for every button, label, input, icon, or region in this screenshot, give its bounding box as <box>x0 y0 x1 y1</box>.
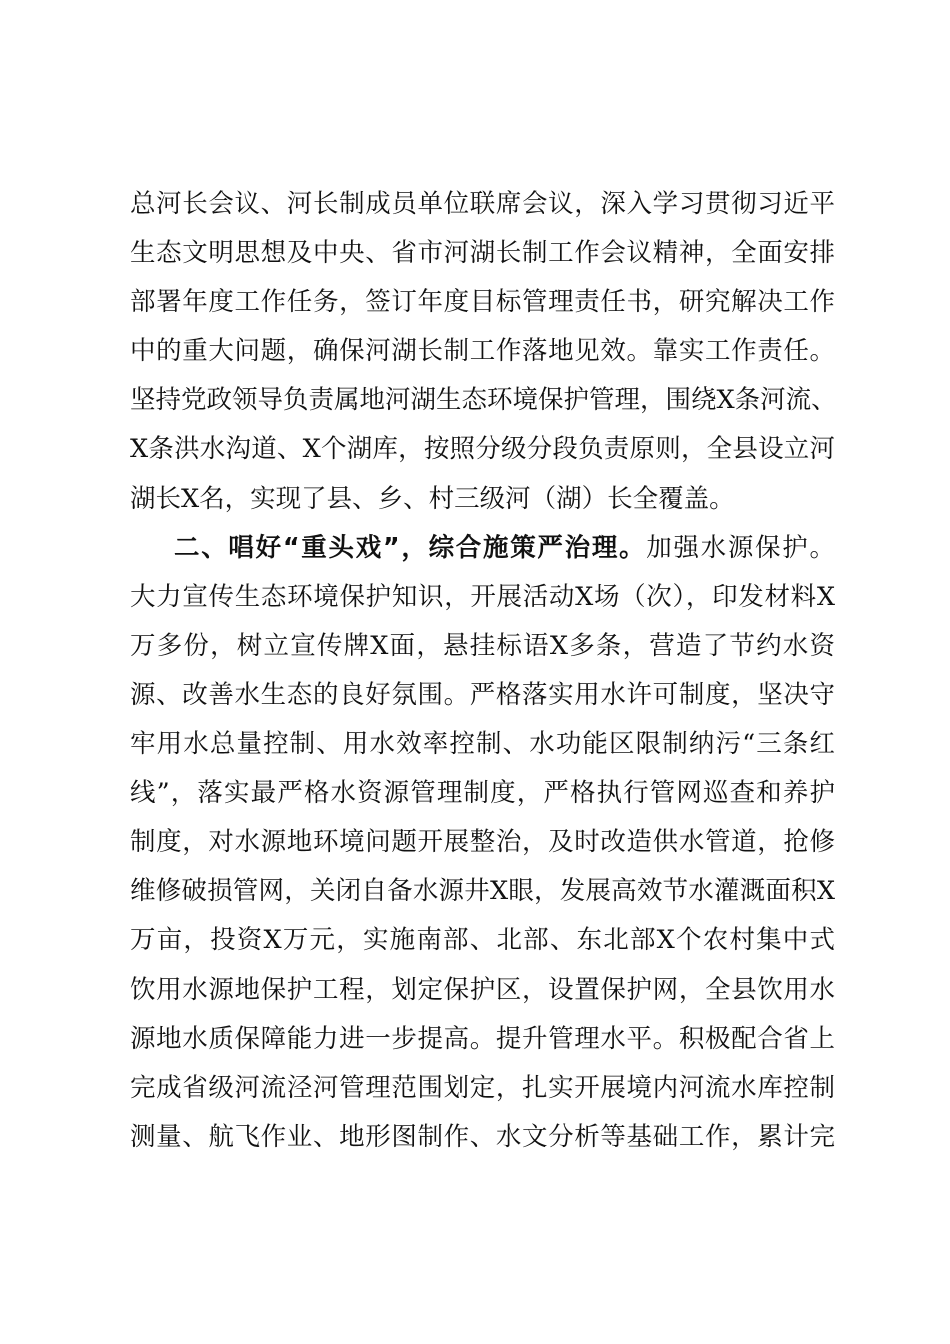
section-2-line-4: 牢用水总量控制、用水效率控制、水功能区限制纳污“三条红 <box>130 729 835 760</box>
section-2-line-5: 线”，落实最严格水资源管理制度，严格执行管网巡查和养护 <box>130 778 835 809</box>
section-2-line-8: 万亩，投资X万元，实施南部、北部、东北部X个农村集中式 <box>130 925 835 956</box>
section-2-line-3: 源、改善水生态的良好氛围。严格落实用水许可制度，坚决守 <box>130 679 835 710</box>
text-line-3: 部署年度工作任务，签订年度目标管理责任书，研究解决工作 <box>130 287 835 318</box>
section-2-line-12: 测量、航飞作业、地形图制作、水文分析等基础工作，累计完 <box>130 1121 835 1152</box>
section-2-line-10: 源地水质保障能力进一步提高。提升管理水平。积极配合省上 <box>130 1023 835 1054</box>
body-text <box>130 180 835 1162</box>
section-2-line-7: 维修破损管网，关闭自备水源井X眼，发展高效节水灌溉面积X <box>130 876 835 907</box>
section-2-heading: 二、唱好“重头戏”，综合施策严治理。 <box>174 532 647 563</box>
section-2-line-1: 大力宣传生态环境保护知识，开展活动X场（次），印发材料X <box>130 581 835 612</box>
text-line-5: 坚持党政领导负责属地河湖生态环境保护管理，围绕X条河流、 <box>130 385 837 416</box>
text-line-6: X条洪水沟道、X个湖库，按照分级分段负责原则，全县设立河 <box>130 434 835 465</box>
section-2-first-line-rest: 加强水源保护。 <box>646 532 835 563</box>
section-2-line-2: 万多份，树立宣传牌X面，悬挂标语X多条，营造了节约水资 <box>130 630 835 661</box>
section-2-first-line <box>130 524 835 573</box>
text-line-7: 湖长X名，实现了县、乡、村三级河（湖）长全覆盖。 <box>130 483 735 514</box>
section-2-line-6: 制度，对水源地环境问题开展整治，及时改造供水管道，抢修 <box>130 827 835 858</box>
section-2-line-11: 完成省级河流泾河管理范围划定，扎实开展境内河流水库控制 <box>130 1072 835 1103</box>
text-line-2: 生态文明思想及中央、省市河湖长制工作会议精神，全面安排 <box>130 238 835 269</box>
section-2-line-9: 饮用水源地保护工程，划定保护区，设置保护网，全县饮用水 <box>130 974 835 1005</box>
text-line-1: 总河长会议、河长制成员单位联席会议，深入学习贯彻习近平 <box>130 189 835 219</box>
text-line-4: 中的重大问题，确保河湖长制工作落地见效。靠实工作责任。 <box>130 336 835 367</box>
